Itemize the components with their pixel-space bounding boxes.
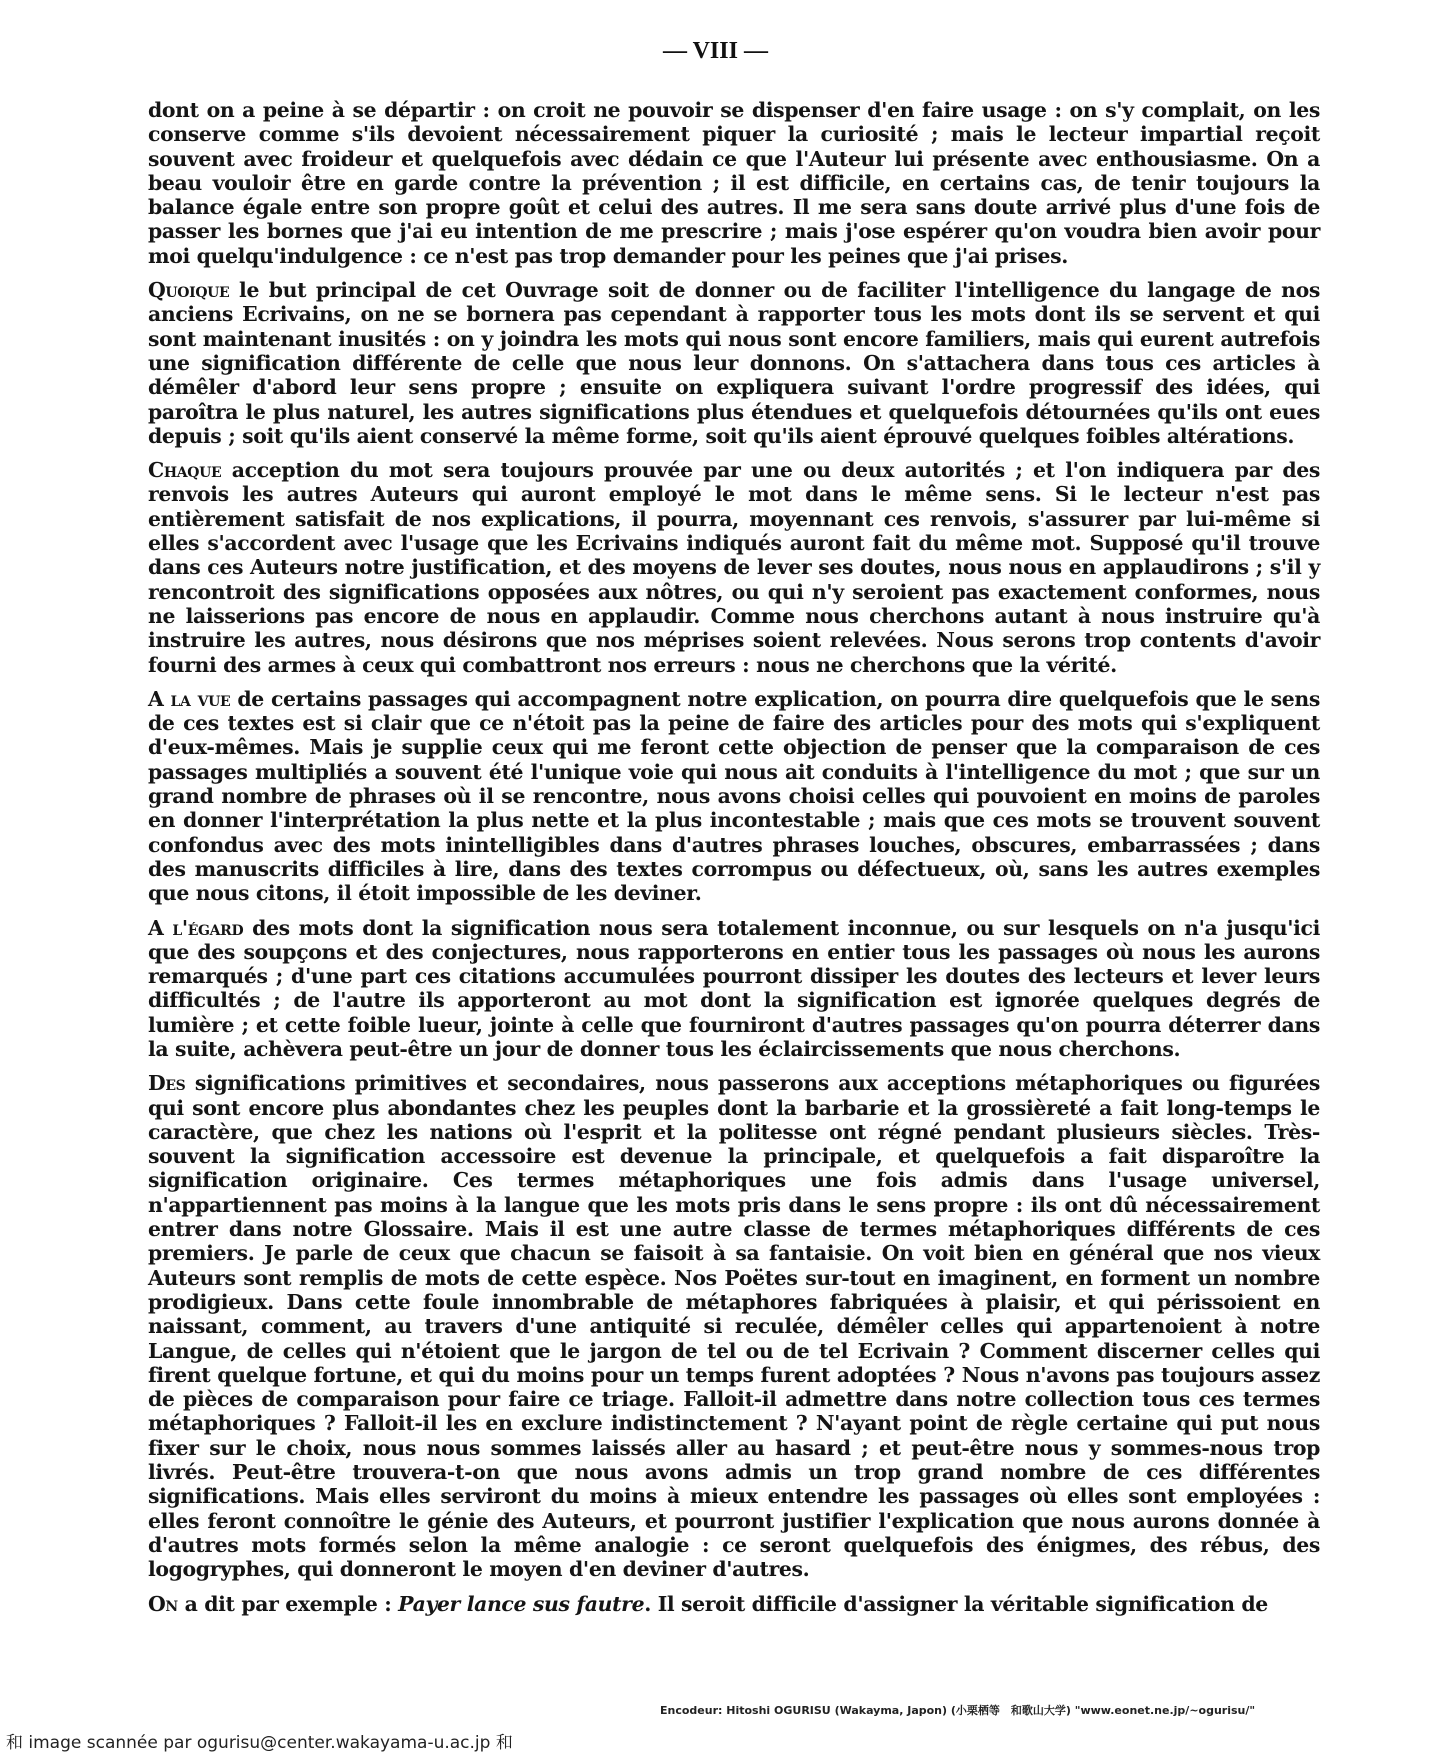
encoder-credit: Encodeur: Hitoshi OGURISU (Wakayma, Japon) (小栗栖等 和歌山大学) "www.eonet.ne.jp/~ogurisu/" [660, 1704, 1256, 1717]
paragraph-lead: A la vue [148, 686, 231, 711]
paragraph [148, 687, 1320, 906]
paragraph-text: de certains passages qui accompagnent notre explication, on pourra dire quelquefois que le sens de ces textes est si clair que ce n'étoit pas la peine de faire des articles pour des mots qui s'expliquent d'eux-mêmes. Mais je supplie ceux qui me feront cette objection de penser que la comparaison de ces passages multipliés a souvent été l'unique voie qui nous ait conduits à l'intelligence du mot ; que sur un grand nombre de phrases où il se rencontre, nous avons choisi celles qui pouvoient en moins de paroles en donner l'interprétation la plus nette et la plus incontestable ; mais que ces mots se trouvent souvent confondus avec des mots inintelligibles dans d'autres phrases louches, obscures, embarrassées ; dans des manuscrits difficiles à lire, dans des textes corrompus ou défectueux, où, sans les autres exemples que nous citons, il étoit impossible de les deviner. [148, 686, 1320, 906]
paragraph-last [148, 1592, 1320, 1616]
paragraph [148, 458, 1320, 677]
paragraph-lead: Des [148, 1071, 186, 1096]
page-number: — VIII — [663, 38, 768, 64]
body-text [148, 98, 1320, 1626]
paragraph [148, 1071, 1320, 1581]
paragraph-text: . Il seroit difficile d'assigner la véritable signification de [644, 1591, 1268, 1616]
paragraph-lead: Quoique [148, 278, 230, 303]
scan-credit: 和 image scannée par ogurisu@center.wakayama-u.ac.jp 和 [6, 1733, 513, 1753]
paragraph [148, 278, 1320, 448]
paragraph-lead: A l'égard [148, 915, 244, 940]
quoted-expression: Payer lance sus fautre [398, 1591, 645, 1616]
paragraph [148, 916, 1320, 1062]
paragraph-text: le but principal de cet Ouvrage soit de donner ou de faciliter l'intelligence du langage de nos anciens Ecrivains, on ne se bornera pas cependant à rapporter tous les mots dont ils se servent et qui sont maintenant inusités : on y joindra les mots qui nous sont encore familiers, mais qui eurent autrefois une signification différente de celle que nous leur donnons. On s'attachera dans tous ces articles à démêler d'abord leur sens propre ; ensuite on expliquera suivant l'ordre progressif des idées, qui paroîtra le plus naturel, les autres significations plus étendues et quelquefois détournées qu'ils ont eues depuis ; soit qu'ils aient conservé la même forme, soit qu'ils aient éprouvé quelques foibles altérations. [148, 278, 1320, 448]
paragraph-lead: On [148, 1591, 178, 1616]
paragraph-text: dont on a peine à se départir : on croit ne pouvoir se dispenser d'en faire usage : on s'y complait, on les conserve comme s'ils devoient nécessairement piquer la curiosité ; mais le lecteur impartial reçoit souvent avec froideur et quelquefois avec dédain ce que l'Auteur lui présente avec enthousiasme. On a beau vouloir être en garde contre la prévention ; il est difficile, en certains cas, de tenir toujours la balance égale entre son propre goût et celui des autres. Il me sera sans doute arrivé plus d'une fois de passer les bornes que j'ai eu intention de me prescrire ; mais j'ose espérer qu'on voudra bien avoir pour moi quelqu'indulgence : ce n'est pas trop demander pour les peines que j'ai prises. [148, 98, 1320, 268]
paragraph-lead: Chaque [148, 458, 222, 483]
paragraph-text: des mots dont la signification nous sera totalement inconnue, ou sur lesquels on n'a jusqu'ici que des soupçons et des conjectures, nous rapporterons en entier tous les passages où nous les aurons remarqués ; d'une part ces citations accumulées pourront dissiper les doutes des lecteurs et lever leurs difficultés ; de l'autre ils apporteront au mot dont la signification est ignorée quelques degrés de lumière ; et cette foible lueur, jointe à celle que fourniront d'autres passages qu'on pourra déterrer dans la suite, achèvera peut-être un jour de donner tous les éclaircissements que nous cherchons. [148, 915, 1320, 1061]
paragraph [148, 98, 1320, 268]
paragraph-text: a dit par exemple : [177, 1591, 399, 1616]
paragraph-text: acception du mot sera toujours prouvée par une ou deux autorités ; et l'on indiquera par des renvois les autres Auteurs qui auront employé le mot dans le même sens. Si le lecteur n'est pas entièrement satisfait de nos explications, il pourra, moyennant ces renvois, s'assurer par lui-même si elles s'accordent avec l'usage que les Ecrivains indiqués auront fait du même mot. Supposé qu'il trouve dans ces Auteurs notre justification, et des moyens de lever ses doutes, nous nous en applaudirons ; s'il y rencontroit des significations opposées aux nôtres, ou qui n'y seroient pas exactement conformes, nous ne laisserions pas encore de nous en applaudir. Comme nous cherchons autant à nous instruire qu'à instruire les autres, nous désirons que nos méprises soient relevées. Nous serons trop contents d'avoir fourni des armes à ceux qui combattront nos erreurs : nous ne cherchons que la vérité. [148, 458, 1320, 677]
paragraph-text: significations primitives et secondaires, nous passerons aux acceptions métaphoriques ou figurées qui sont encore plus abondantes chez les peuples dont la barbarie et la grossièreté a fait long-temps le caractère, que chez les nations où l'esprit et la politesse ont régné pendant plusieurs siècles. Très-souvent la signification accessoire est devenue la principale, et quelquefois a fait disparoître la signification originaire. Ces termes métaphoriques une fois admis dans l'usage universel, n'appartiennent pas moins à la langue que les mots pris dans le sens propre : ils ont dû nécessairement entrer dans notre Glossaire. Mais il est une autre classe de termes métaphoriques différents de ces premiers. Je parle de ceux que chacun se faisoit à sa fantaisie. On voit bien en général que nos vieux Auteurs sont remplis de mots de cette espèce. Nos Poëtes sur-tout en imaginent, en forment un nombre prodigieux. Dans cette foule innombrable de métaphores fabriquées à plaisir, et qui périssoient en naissant, comment, au travers d'une antiquité si reculée, démêler celles qui appartenoient à notre Langue, de celles qui n'étoient que le jargon de tel ou de tel Ecrivain ? Comment discerner celles qui firent quelque fortune, et qui du moins pour un temps furent adoptées ? Nous n'avons pas toujours assez de pièces de comparaison pour faire ce triage. Falloit-il admettre dans notre collection tous ces termes métaphoriques ? Falloit-il les en exclure indistinctement ? N'ayant point de règle certaine qui put nous fixer sur le choix, nous nous sommes laissés aller au hasard ; et peut-être nous y sommes-nous trop livrés. Peut-être trouvera-t-on que nous avons admis un trop grand nombre de ces différentes significations. Mais elles serviront du moins à mieux entendre les passages où elles sont employées : elles feront connoître le génie des Auteurs, et pourront justifier l'explication que nous aurons donnée à d'autres mots formés selon la même analogie : ce seront quelquefois des énigmes, des rébus, des logogryphes, qui donneront le moyen d'en deviner d'autres. [148, 1071, 1320, 1582]
